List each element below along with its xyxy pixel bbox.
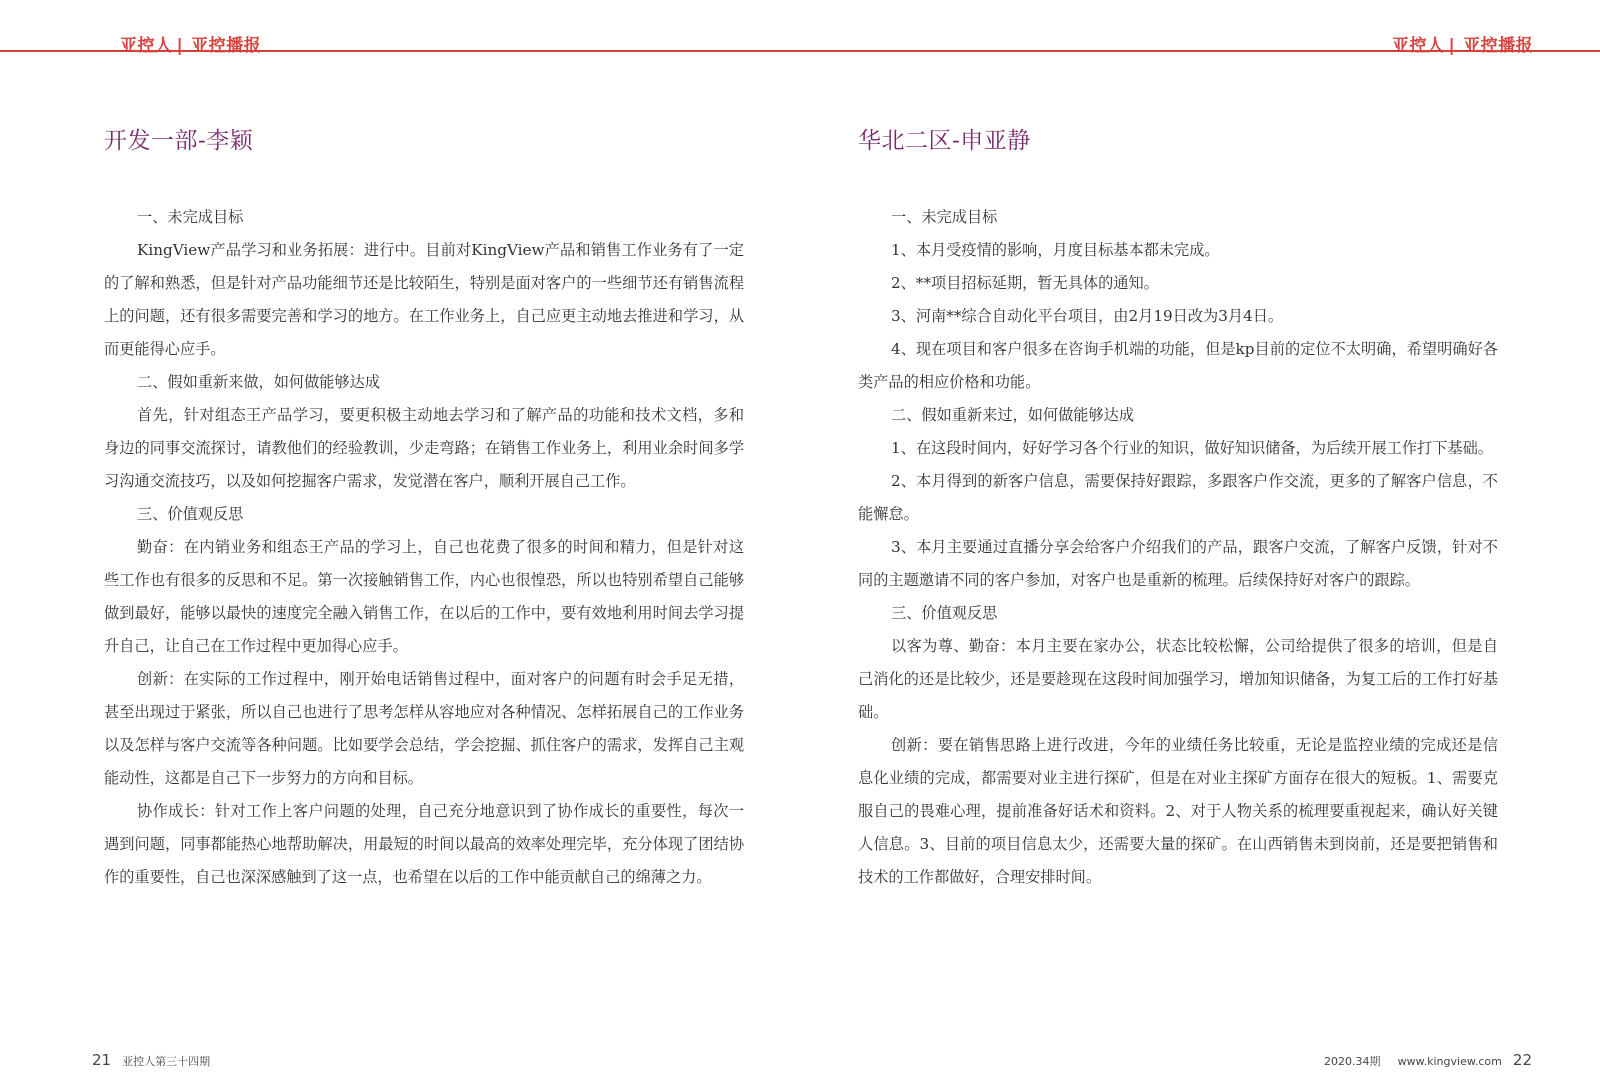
- footer-right: [1318, 1050, 1532, 1069]
- brand-name: 亚控人: [120, 36, 173, 56]
- right-paragraph: 创新：要在销售思路上进行改进，今年的业绩任务比较重，无论是监控业绩的完成还是信息化业绩的完成，都需要对业主进行探矿，但是在对业主探矿方面存在很大的短板。1、需要克服自己的畏难心理，提前准备好话术和资料。2、对于人物关系的梳理要重视起来，确认好关键人信息。3、目前的项目信息太少，还需要大量的探矿。在山西销售未到岗前，还是要把销售和技术的工作都做好，合理安排时间。: [858, 736, 1498, 886]
- left-paragraph: 二、假如重新来做，如何做能够达成: [137, 373, 380, 391]
- right-paragraph: 4、现在项目和客户很多在咨询手机端的功能，但是kp目前的定位不太明确，希望明确好各类产品的相应价格和功能。: [858, 340, 1498, 391]
- website-url: www.kingview.com: [1397, 1055, 1502, 1068]
- right-paragraph: 1、本月受疫情的影响，月度目标基本都未完成。: [891, 241, 1220, 259]
- brand-separator: |: [176, 36, 184, 56]
- right-page-article: [858, 122, 1498, 894]
- right-paragraph: 3、河南**综合自动化平台项目，由2月19日改为3月4日。: [891, 307, 1284, 325]
- right-paragraph: 1、在这段时间内，好好学习各个行业的知识，做好知识储备，为后续开展工作打下基础。: [891, 439, 1493, 457]
- brand-separator: |: [1448, 36, 1456, 56]
- right-paragraph: 以客为尊、勤奋：本月主要在家办公，状态比较松懈，公司给提供了很多的培训，但是自己消化的还是比较少，还是要趁现在这段时间加强学习，增加知识储备，为复工后的工作打好基础。: [858, 637, 1498, 721]
- footer-left: [92, 1050, 216, 1069]
- right-paragraph: 2、本月得到的新客户信息，需要保持好跟踪，多跟客户作交流，更多的了解客户信息，不能懈怠。: [858, 472, 1498, 523]
- page-number-right: 22: [1512, 1051, 1532, 1069]
- right-paragraph: 二、假如重新来过，如何做能够达成: [891, 406, 1134, 424]
- left-paragraph: 三、价值观反思: [137, 505, 244, 523]
- header-brand-right: [1392, 31, 1533, 56]
- right-paragraph: 一、未完成目标: [891, 208, 998, 226]
- right-paragraph: 2、**项目招标延期，暂无具体的通知。: [891, 274, 1159, 292]
- right-paragraph: 3、本月主要通过直播分享会给客户介绍我们的产品，跟客户交流，了解客户反馈，针对不同的主题邀请不同的客户参加，对客户也是重新的梳理。后续保持好对客户的跟踪。: [858, 538, 1498, 589]
- right-article-title: 华北二区-申亚静: [858, 128, 1031, 154]
- issue-label-left: 亚控人第三十四期: [122, 1055, 211, 1068]
- left-page-article: [104, 122, 744, 894]
- page-number-left: 21: [92, 1051, 112, 1069]
- brand-section: 亚控播报: [1463, 36, 1534, 56]
- right-paragraph: 三、价值观反思: [891, 604, 998, 622]
- left-paragraph: 首先，针对组态王产品学习，要更积极主动地去学习和了解产品的功能和技术文档，多和身边的同事交流探讨，请教他们的经验教训，少走弯路；在销售工作业务上，利用业余时间多学习沟通交流技巧，以及如何挖掘客户需求，发觉潜在客户，顺利开展自己工作。: [104, 406, 744, 490]
- left-paragraph: KingView产品学习和业务拓展：进行中。目前对KingView产品和销售工作业务有了一定的了解和熟悉，但是针对产品功能细节还是比较陌生，特别是面对客户的一些细节还有销售流程上的问题，还有很多需要完善和学习的地方。在工作业务上，自己应更主动地去推进和学习，从而更能得心应手。: [104, 241, 744, 358]
- brand-section: 亚控播报: [191, 36, 262, 56]
- left-paragraph: 勤奋：在内销业务和组态王产品的学习上，自己也花费了很多的时间和精力，但是针对这些工作也有很多的反思和不足。第一次接触销售工作，内心也很惶恐，所以也特别希望自己能够做到最好，能够以最快的速度完全融入销售工作，在以后的工作中，要有效地利用时间去学习提升自己，让自己在工作过程中更加得心应手。: [104, 538, 744, 655]
- left-paragraph: 一、未完成目标: [137, 208, 244, 226]
- left-paragraph: 创新：在实际的工作过程中，刚开始电话销售过程中，面对客户的问题有时会手足无措，甚至出现过于紧张，所以自己也进行了思考怎样从容地应对各种情况、怎样拓展自己的工作业务以及怎样与客户交流等各种问题。比如要学会总结，学会挖掘、抓住客户的需求，发挥自己主观能动性，这都是自己下一步努力的方向和目标。: [104, 670, 744, 787]
- left-article-title: 开发一部-李颖: [104, 128, 254, 154]
- left-paragraph: 协作成长：针对工作上客户问题的处理，自己充分地意识到了协作成长的重要性，每次一遇到问题，同事都能热心地帮助解决，用最短的时间以最高的效率处理完毕，充分体现了团结协作的重要性，自己也深深感触到了这一点，也希望在以后的工作中能贡献自己的绵薄之力。: [104, 802, 744, 886]
- issue-label-right: 2020.34期: [1324, 1055, 1381, 1068]
- brand-name: 亚控人: [1392, 36, 1445, 56]
- header-brand-left: [120, 31, 261, 56]
